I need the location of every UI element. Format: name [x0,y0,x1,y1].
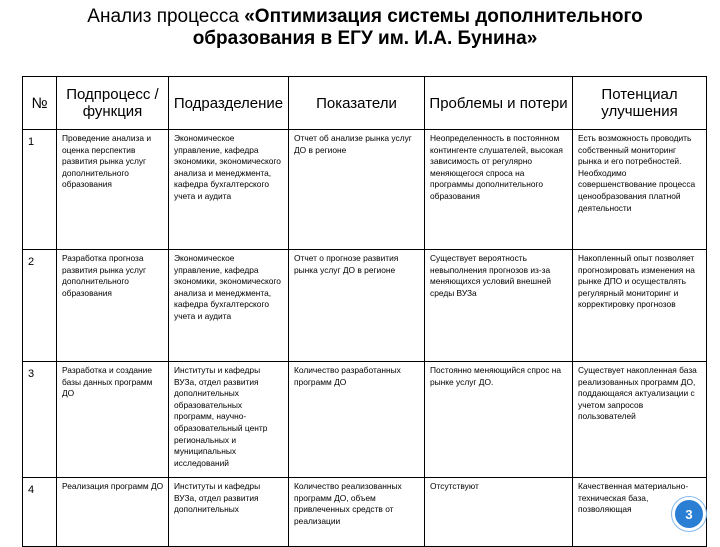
header-department: Подразделение [169,77,289,130]
cell-problems: Неопределенность в постоянном контингенте слушателей, высокая зависимость от регулярно меняющегося спроса на программы дополнительного образования [425,130,573,250]
header-number: № [23,77,57,130]
page-number-badge: 3 [672,497,706,531]
cell-subprocess: Реализация программ ДО [57,478,169,547]
cell-number: 4 [23,478,57,547]
header-potential: Потенциал улучшения [573,77,707,130]
table-row [23,130,707,250]
cell-indicators: Количество разработанных программ ДО [289,362,425,478]
title-prefix: Анализ процесса [87,6,245,27]
header-indicators: Показатели [289,77,425,130]
cell-indicators: Количество реализованных программ ДО, объем привлеченных средств от реализации [289,478,425,547]
header-subprocess: Подпроцесс / функция [57,77,169,130]
cell-indicators: Отчет о прогнозе развития рынка услуг ДО в регионе [289,250,425,362]
header-problems: Проблемы и потери [425,77,573,130]
cell-subprocess: Проведение анализа и оценка перспектив развития рынка услуг дополнительного образования [57,130,169,250]
cell-subprocess: Разработка прогноза развития рынка услуг дополнительного образования [57,250,169,362]
title-emphasis: «Оптимизация системы дополнительного образования в ЕГУ им. И.А. Бунина» [192,6,643,49]
cell-number: 3 [23,362,57,478]
table-row [23,362,707,478]
process-analysis-table [22,76,707,547]
cell-problems: Постоянно меняющийся спрос на рынке услуг ДО. [425,362,573,478]
cell-problems: Отсутствуют [425,478,573,547]
cell-potential: Есть возможность проводить собственный мониторинг рынка и его потребностей. Необходимо совершенствование процесса ценообразования платной деятельности [573,130,707,250]
table-header-row [23,77,707,130]
cell-potential: Накопленный опыт позволяет прогнозировать изменения на рынке ДПО и осуществлять регулярный мониторинг и корректировку прогнозов [573,250,707,362]
cell-problems: Существует вероятность невыполнения прогнозов из-за меняющихся условий внешней среды ВУЗа [425,250,573,362]
cell-department: Институты и кафедры ВУЗа, отдел развития дополнительных [169,478,289,547]
slide-title [40,6,690,50]
table-row [23,250,707,362]
cell-number: 2 [23,250,57,362]
cell-department: Экономическое управление, кафедра экономики, экономического анализа и менеджмента, кафедра бухгалтерского учета и аудита [169,250,289,362]
cell-subprocess: Разработка и создание базы данных программ ДО [57,362,169,478]
cell-department: Экономическое управление, кафедра экономики, экономического анализа и менеджмента, кафедра бухгалтерского учета и аудита [169,130,289,250]
cell-potential: Существует накопленная база реализованных программ ДО, поддающаяся актуализации с учетом запросов пользователей [573,362,707,478]
cell-potential: Качественная материально-техническая база, позволяющая [573,478,707,547]
cell-department: Институты и кафедры ВУЗа, отдел развития дополнительных образовательных программ, научно-образовательный центр региональных и муниципальных исследований [169,362,289,478]
cell-indicators: Отчет об анализе рынка услуг ДО в регионе [289,130,425,250]
table-row [23,478,707,547]
cell-number: 1 [23,130,57,250]
